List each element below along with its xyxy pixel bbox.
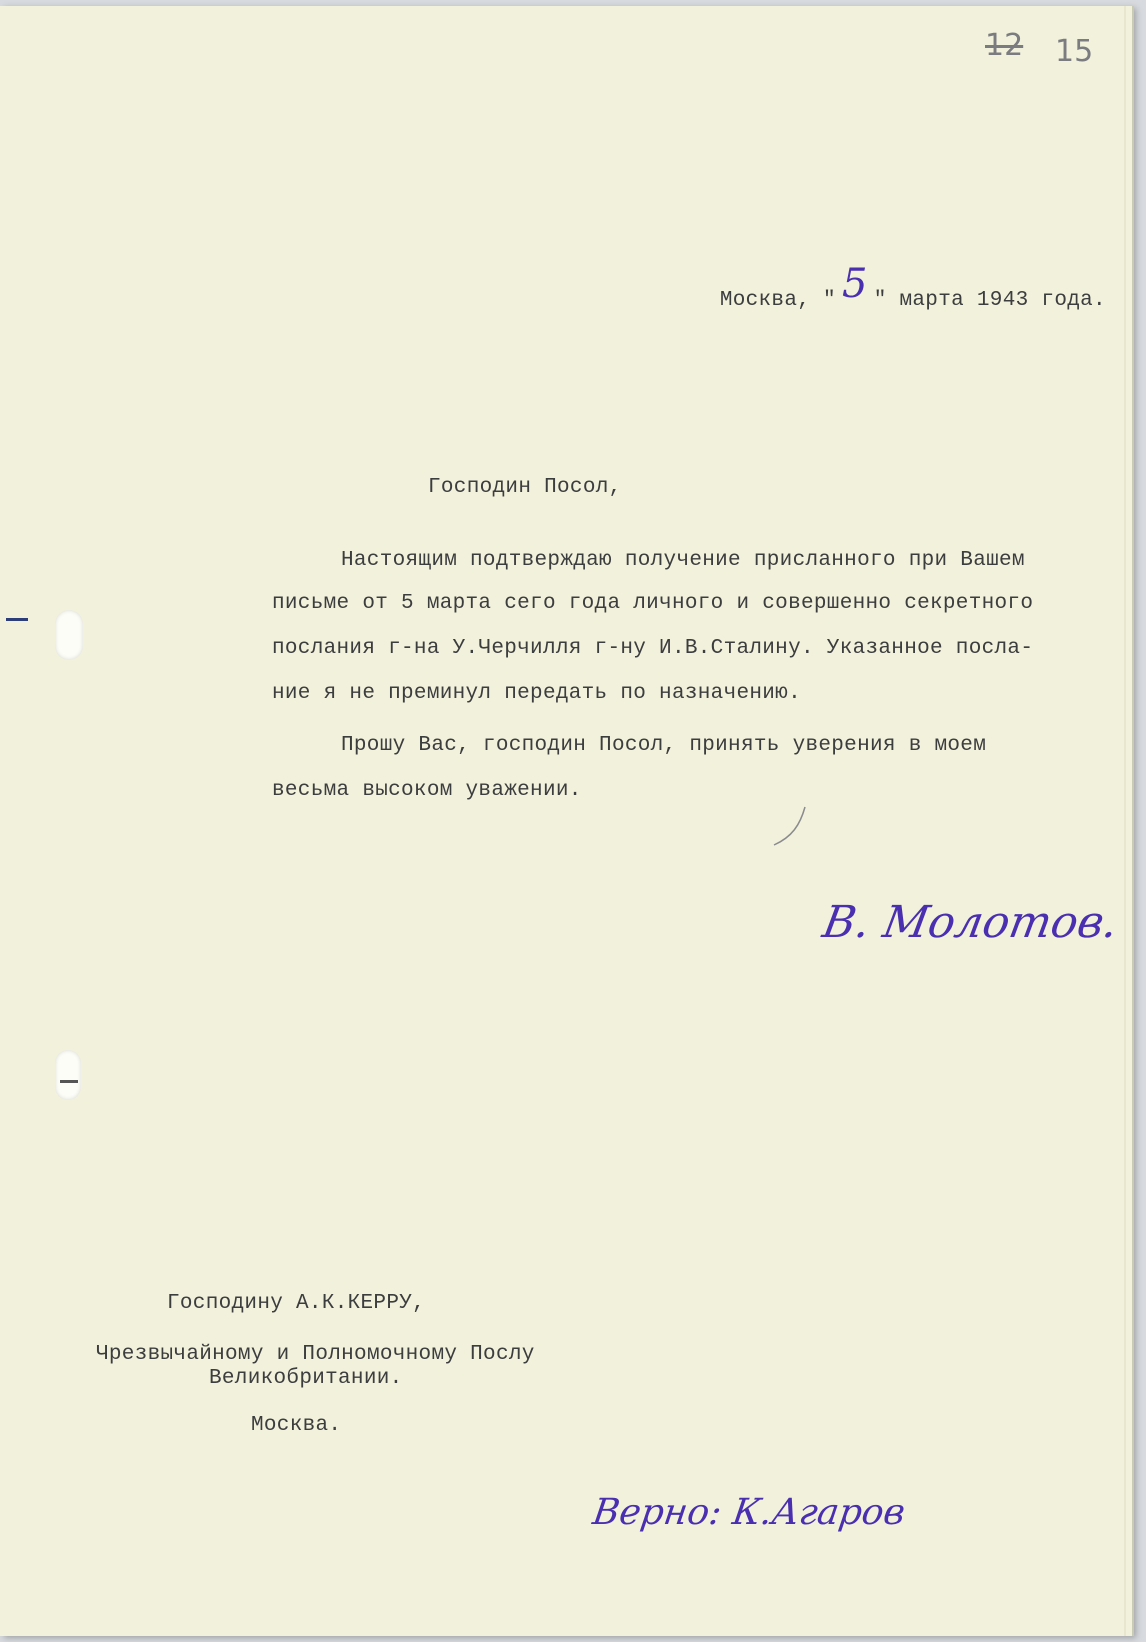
body-line: письме от 5 марта сего года личного и совершенно секретного: [272, 592, 1034, 615]
certification-text: Верно: К.Агаров: [590, 1490, 908, 1533]
date-prefix: Москва, ": [719, 289, 836, 312]
margin-mark: [6, 618, 28, 621]
body-line: послания г-на У.Черчилля г-ну И.В.Сталину. Указанное посла-: [272, 637, 1034, 660]
date-day-handwritten: 5: [841, 261, 868, 307]
certification-handwritten: [590, 1478, 920, 1548]
signature-text: В. Молотов.: [818, 897, 1122, 948]
page-edge: [1124, 6, 1126, 1636]
punch-hole: [55, 610, 83, 660]
addressee-city: Москва.: [251, 1414, 342, 1437]
margin-mark: [60, 1080, 78, 1083]
pencil-tick: [770, 805, 810, 847]
addressee-title: Чрезвычайному и Полномочному Послу: [96, 1343, 535, 1366]
addressee-country: Великобритании.: [209, 1367, 403, 1390]
body-line: весьма высоком уважении.: [272, 779, 582, 802]
salutation: Господин Посол,: [428, 476, 622, 499]
body-line: Настоящим подтверждаю получение присланного при Вашем: [341, 549, 1025, 572]
body-line: ние я не преминул передать по назначению.: [272, 682, 801, 705]
archive-old-number: 12: [985, 28, 1024, 63]
archive-page-number: 15: [1055, 34, 1094, 69]
signature-molotov: [818, 885, 1122, 955]
date-line: [694, 246, 1106, 315]
date-suffix: " марта 1943 года.: [873, 289, 1106, 312]
punch-hole: [55, 1050, 81, 1100]
addressee-name: Господину А.К.КЕРРУ,: [167, 1292, 426, 1315]
body-line: Прошу Вас, господин Посол, принять уверения в моем: [341, 734, 987, 757]
